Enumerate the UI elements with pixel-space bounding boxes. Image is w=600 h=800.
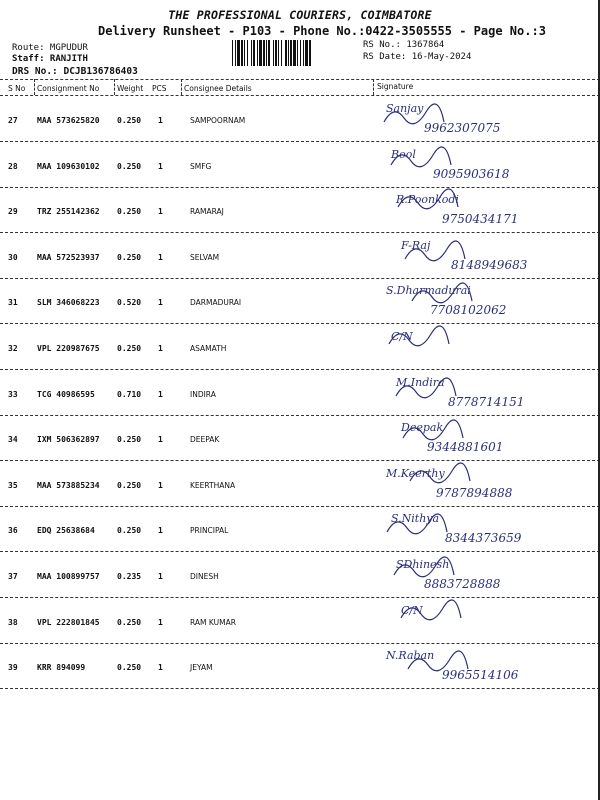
row-consignment-no: IXM 506362897 [37, 435, 100, 445]
row-consignment-no: VPL 222801845 [37, 617, 100, 627]
col-divider [34, 79, 35, 95]
signature-name: SDhinesh [396, 558, 450, 571]
runsheet-title: Delivery Runsheet - P103 - Phone No.:0422-3505555 - Page No.:3 [98, 24, 546, 38]
row-pcs: 1 [158, 252, 163, 262]
signature-area [376, 548, 596, 598]
staff-label: Staff: RANJITH [12, 54, 88, 64]
row-consignment-no: TRZ 255142362 [37, 207, 100, 217]
signature-area [376, 183, 596, 233]
row-pcs: 1 [158, 298, 163, 308]
row-sno: 36 [8, 526, 18, 536]
signature-phone: 8148949683 [451, 257, 528, 272]
row-sno: 27 [8, 116, 18, 125]
rs-number: RS No.: 1367864 [363, 40, 445, 50]
row-weight: 0.250 [117, 161, 142, 171]
signature-name: M.Keerthy [386, 466, 445, 480]
row-pcs: 1 [158, 435, 163, 445]
table-row [0, 142, 600, 188]
row-consignee: DARMADURAI [190, 298, 242, 308]
signature-area [376, 366, 596, 416]
col-divider [114, 79, 115, 95]
barcode-bar [281, 40, 282, 66]
row-sno: 30 [8, 252, 18, 262]
signature-name: Deepak [401, 421, 444, 435]
table-row [0, 187, 600, 233]
signature-area [376, 320, 596, 370]
row-weight: 0.250 [117, 252, 142, 262]
barcode-icon [232, 40, 356, 66]
barcode-bar [259, 40, 262, 66]
barcode-bar [309, 40, 311, 66]
col-signature: Signature [377, 82, 414, 91]
row-pcs: 1 [158, 526, 163, 536]
row-sno: 29 [8, 207, 18, 217]
row-sno: 37 [8, 572, 18, 581]
header-top-rule [0, 79, 600, 80]
signature-area [376, 92, 596, 142]
row-consignee: RAM KUMAR [190, 617, 236, 627]
row-consignee: PRINCIPAL [190, 526, 229, 536]
rs-date: RS Date: 16-May-2024 [363, 52, 472, 62]
signature-area [376, 411, 596, 461]
row-consignment-no: EDQ 25638684 [37, 526, 95, 536]
row-consignment-no: MAA 573885234 [37, 480, 100, 490]
barcode-bar [232, 40, 233, 66]
barcode-bar [290, 40, 292, 66]
signature-name: F-Raj [401, 238, 431, 252]
col-divider [373, 79, 374, 95]
row-consignee: INDIRA [190, 389, 216, 399]
row-weight: 0.250 [117, 617, 142, 627]
signature-area [376, 639, 596, 689]
signature-area [376, 594, 596, 644]
row-sno: 33 [8, 389, 18, 399]
barcode-bar [293, 40, 296, 66]
barcode-bar [273, 40, 274, 66]
row-sno: 28 [8, 161, 18, 171]
row-consignee: KEERTHANA [190, 480, 236, 490]
signature-phone: 9965514106 [442, 668, 519, 683]
signature-phone: 9787894888 [436, 485, 513, 500]
signature-area [376, 457, 596, 507]
col-weight: Weight [117, 84, 144, 93]
signature-area [376, 274, 596, 324]
signature-phone: 8344373659 [445, 531, 522, 546]
signature-phone: 9344881601 [427, 440, 504, 455]
row-consignment-no: MAA 109630102 [37, 161, 100, 171]
table-row [0, 96, 600, 142]
row-pcs: 1 [158, 161, 163, 171]
table-row [0, 643, 600, 689]
signature-name: C/N [401, 603, 423, 617]
table-row [0, 370, 600, 416]
barcode-bar [297, 40, 298, 66]
row-pcs: 1 [158, 663, 163, 673]
table-row [0, 506, 600, 552]
row-sno: 39 [8, 663, 18, 673]
barcode-bar [285, 40, 287, 66]
barcode-bar [237, 40, 240, 66]
row-weight: 0.250 [117, 344, 142, 353]
route-label: Route: MGPUDUR [12, 43, 88, 53]
barcode-bar [268, 40, 270, 66]
barcode-bar [305, 40, 308, 66]
barcode-bar [263, 40, 265, 66]
barcode-bar [266, 40, 267, 66]
signature-area [376, 138, 596, 188]
col-consignee: Consignee Details [184, 84, 252, 93]
company-title: THE PROFESSIONAL COURIERS, COIMBATORE [168, 8, 432, 22]
signature-name: S.Dharmadurai [386, 284, 471, 298]
signature-phone: 8778714151 [448, 394, 525, 409]
row-weight: 0.250 [117, 435, 142, 445]
row-pcs: 1 [158, 480, 163, 490]
row-pcs: 1 [158, 344, 163, 353]
signature-name: R.Poonkodi [396, 193, 459, 207]
row-pcs: 1 [158, 617, 163, 627]
row-weight: 0.520 [117, 298, 142, 308]
row-consignee: ASAMATH [190, 344, 227, 353]
signature-phone: 9962307075 [424, 121, 501, 135]
table-row [0, 324, 600, 370]
col-pcs: PCS [152, 84, 167, 93]
signature-area [376, 502, 596, 552]
signature-area [376, 229, 596, 279]
row-consignee: DINESH [190, 572, 219, 581]
row-consignment-no: MAA 100899757 [37, 572, 100, 581]
table-row [0, 278, 600, 324]
col-sno: S No [8, 84, 26, 93]
row-consignee: RAMARAJ [190, 207, 224, 217]
row-consignment-no: TCG 40986595 [37, 389, 95, 399]
row-sno: 32 [8, 344, 18, 353]
signature-name: Bool [391, 147, 416, 161]
table-row [0, 233, 600, 279]
row-weight: 0.250 [117, 116, 142, 125]
row-consignee: SELVAM [190, 252, 220, 262]
barcode-bar [275, 40, 277, 66]
table-row [0, 461, 600, 507]
row-pcs: 1 [158, 572, 163, 581]
barcode-bar [303, 40, 304, 66]
barcode-bar [278, 40, 279, 66]
row-consignment-no: SLM 346068223 [37, 298, 100, 308]
row-sno: 34 [8, 435, 18, 445]
table-row [0, 598, 600, 644]
signature-name: M.Indira [396, 375, 445, 389]
row-consignee: SMFG [190, 161, 212, 171]
row-weight: 0.235 [117, 572, 142, 581]
row-consignment-no: MAA 573625820 [37, 116, 100, 125]
row-consignment-no: VPL 220987675 [37, 344, 100, 353]
row-pcs: 1 [158, 116, 163, 125]
row-weight: 0.250 [117, 526, 142, 536]
row-weight: 0.250 [117, 480, 142, 490]
signature-phone: 8883728888 [424, 577, 501, 591]
col-consignment: Consignment No [37, 84, 100, 93]
barcode-bar [235, 40, 236, 66]
barcode-bar [257, 40, 258, 66]
row-divider [0, 688, 600, 689]
row-sno: 31 [8, 298, 18, 308]
signature-name: C/N [391, 330, 413, 343]
row-weight: 0.250 [117, 663, 142, 673]
row-pcs: 1 [158, 389, 163, 399]
row-weight: 0.710 [117, 389, 142, 399]
barcode-bar [288, 40, 289, 66]
row-consignee: DEEPAK [190, 435, 220, 445]
drs-number: DRS No.: DCJB136786403 [12, 66, 138, 77]
barcode-bar [251, 40, 252, 66]
signature-phone: 7708102062 [430, 303, 507, 318]
barcode-bar [241, 40, 243, 66]
barcode-bar [253, 40, 255, 66]
row-pcs: 1 [158, 207, 163, 217]
row-consignee: SAMPOORNAM [190, 116, 246, 125]
signature-name: N.Raban [386, 649, 435, 663]
signature-phone: 9095903618 [433, 166, 510, 181]
table-row [0, 552, 600, 598]
row-weight: 0.250 [117, 207, 142, 217]
signature-name: Sanjay [386, 102, 424, 115]
barcode-bar [300, 40, 301, 66]
col-divider [181, 79, 182, 95]
barcode-bar [244, 40, 245, 66]
row-consignment-no: MAA 572523937 [37, 252, 100, 262]
table-row [0, 415, 600, 461]
row-consignment-no: KRR 894099 [37, 663, 86, 673]
row-sno: 38 [8, 617, 18, 627]
row-consignee: JEYAM [190, 663, 213, 673]
signature-name: S.Nithya [391, 512, 440, 526]
signature-phone: 9750434171 [442, 212, 519, 227]
barcode-bar [247, 40, 248, 66]
row-sno: 35 [8, 480, 18, 490]
